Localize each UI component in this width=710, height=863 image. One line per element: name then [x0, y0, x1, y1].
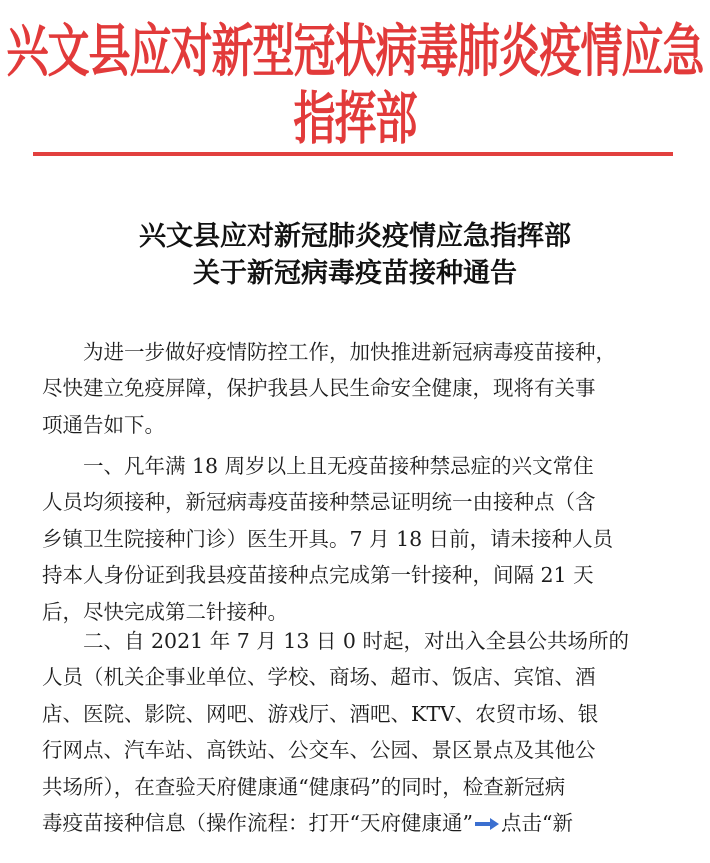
document-title-line-1: 兴文县应对新冠肺炎疫情应急指挥部: [139, 221, 571, 252]
text-line: 乡镇卫生院接种门诊）医生开具。7 月 18 日前，请未接种人员: [42, 526, 614, 551]
text-line: 后，尽快完成第二针接种。: [42, 599, 288, 624]
text-line: 行网点、汽车站、高铁站、公交车、公园、景区景点及其他公: [42, 738, 596, 763]
text-line: 店、医院、影院、网吧、游戏厅、酒吧、KTV、农贸市场、银: [42, 701, 599, 726]
text-line: 人员均须接种，新冠病毒疫苗接种禁忌证明统一由接种点（含: [42, 490, 596, 515]
text-line: 持本人身份证到我县疫苗接种点完成第一针接种，间隔 21 天: [42, 563, 594, 588]
text-line-with-arrow: [42, 805, 682, 841]
masthead-title: 兴文县应对新型冠状病毒肺炎疫情应急指挥部: [6, 18, 704, 152]
paragraph-intro: [42, 334, 682, 443]
text-line: 一、凡年满 18 周岁以上且无疫苗接种禁忌症的兴文常住: [42, 454, 594, 478]
red-divider-rule: [33, 152, 673, 156]
paragraph-item-2: [42, 623, 682, 841]
text-segment: 毒疫苗接种信息（操作流程：打开“天府健康通”: [42, 810, 473, 835]
document-title: [0, 218, 710, 292]
text-line: 人员（机关企事业单位、学校、商场、超市、饭店、宾馆、酒: [42, 665, 596, 690]
paragraph-item-1: [42, 448, 682, 630]
right-arrow-icon: [474, 806, 500, 842]
document-title-line-2: 关于新冠病毒疫苗接种通告: [193, 258, 517, 289]
text-line: 项通告如下。: [42, 412, 165, 437]
text-line: 为进一步做好疫情防控工作，加快推进新冠病毒疫苗接种，: [42, 340, 616, 364]
text-line: 共场所），在查验天府健康通“健康码”的同时，检查新冠病: [42, 774, 566, 799]
text-line: 尽快建立免疫屏障，保护我县人民生命安全健康，现将有关事: [42, 376, 596, 401]
text-line: 二、自 2021 年 7 月 13 日 0 时起，对出入全县公共场所的: [42, 629, 629, 653]
text-segment: 点击“新: [500, 810, 573, 835]
